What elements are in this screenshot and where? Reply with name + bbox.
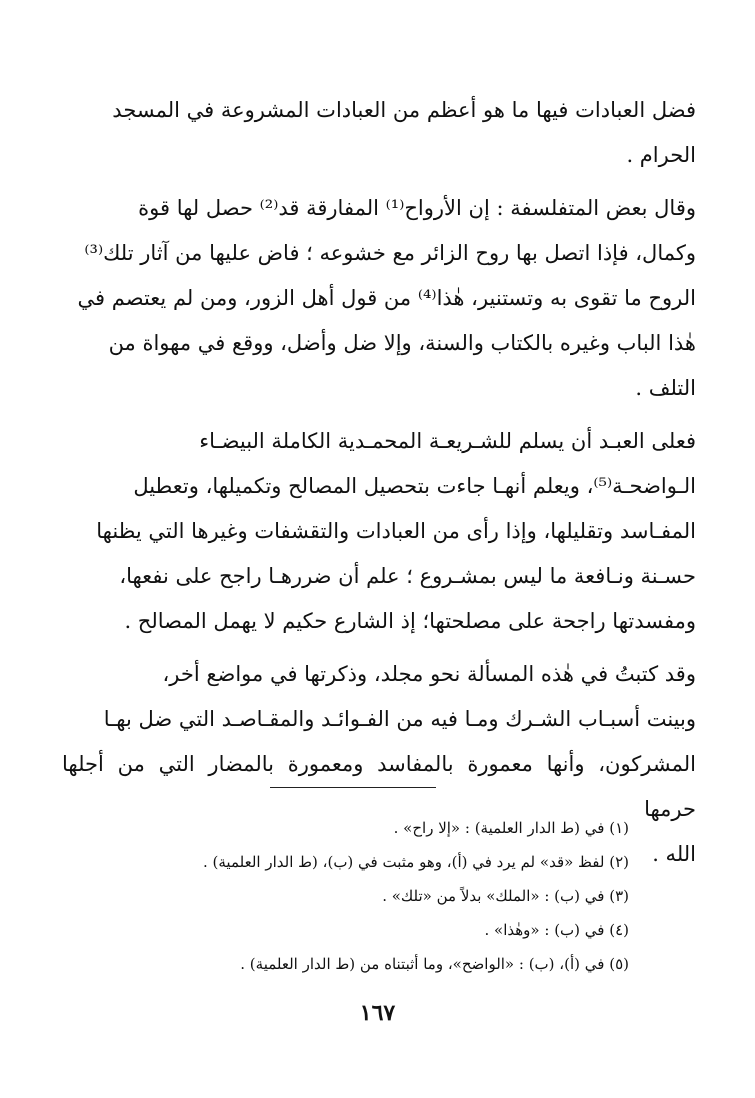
- footnote-4: (٤) في (ب) : «وهٰذا» .: [484, 921, 629, 939]
- text-line: حسـنة ونـافعة ما ليس بمشـروع ؛ علم أن ضررهـا راجح على نفعها،: [119, 564, 696, 588]
- text-line: الروح ما تقوى به وتستنير، هٰذا⁽⁴⁾ من قول أهل الزور، ومن لم يعتصم في: [77, 286, 696, 310]
- text-line: ومفسدتها راجحة على مصلحتها؛ إذ الشارع حكيم لا يهمل المصالح .: [124, 609, 696, 633]
- text-line: فعلى العبـد أن يسلم للشـريعـة المحمـدية الكاملة البيضـاء: [199, 429, 696, 453]
- page-number: ١٦٧: [359, 1000, 396, 1026]
- text-line: المفـاسد وتقليلها، وإذا رأى من العبادات والتقشفات وغيرها التي يظنها: [96, 519, 696, 543]
- text-line: الله .: [652, 842, 696, 866]
- footnote-5: (٥) في (أ)، (ب) : «الواضح»، وما أثبتناه من (ط الدار العلمية) .: [240, 955, 629, 973]
- text-line: وبينت أسبـاب الشـرك ومـا فيه من الفـوائـد والمقـاصـد التي ضل بهـا: [103, 707, 696, 731]
- paragraph-3: [62, 419, 696, 644]
- text-line: الحرام .: [626, 143, 696, 167]
- footnote-separator: [270, 787, 436, 788]
- text-line: الـواضحـة⁽⁵⁾، ويعلم أنهـا جاءت بتحصيل المصالح وتكميلها، وتعطيل: [133, 474, 696, 498]
- text-line: المشركون، وأنها معمورة بالمفاسد ومعمورة بالمضار التي من أجلها حرمها: [62, 752, 696, 821]
- footnotes: [109, 811, 629, 981]
- text-line: وقال بعض المتفلسفة : إن الأرواح⁽¹⁾ المفارقة قد⁽²⁾ حصل لها قوة: [138, 196, 696, 220]
- paragraph-1: [62, 88, 696, 178]
- text-line: هٰذا الباب وغيره بالكتاب والسنة، وإلا ضل وأضل، ووقع في مهواة من: [108, 331, 696, 355]
- text-line: فضل العبادات فيها ما هو أعظم من العبادات المشروعة في المسجد: [112, 98, 696, 122]
- paragraph-2: [62, 186, 696, 411]
- footnote-2: (٢) لفظ «قد» لم يرد في (أ)، وهو مثبت في (ب)، (ط الدار العلمية) .: [203, 853, 629, 871]
- footnote-1: (١) في (ط الدار العلمية) : «إلا راح» .: [393, 819, 629, 837]
- text-line: وقد كتبتُ في هٰذه المسألة نحو مجلد، وذكرتها في مواضع أخر،: [162, 662, 696, 686]
- text-line: التلف .: [635, 376, 696, 400]
- main-text: [62, 88, 696, 877]
- footnote-3: (٣) في (ب) : «الملك» بدلاً من «تلك» .: [382, 887, 629, 905]
- text-line: وكمال، فإذا اتصل بها روح الزائر مع خشوعه ؛ فاض عليها من آثار تلك⁽³⁾: [84, 241, 696, 265]
